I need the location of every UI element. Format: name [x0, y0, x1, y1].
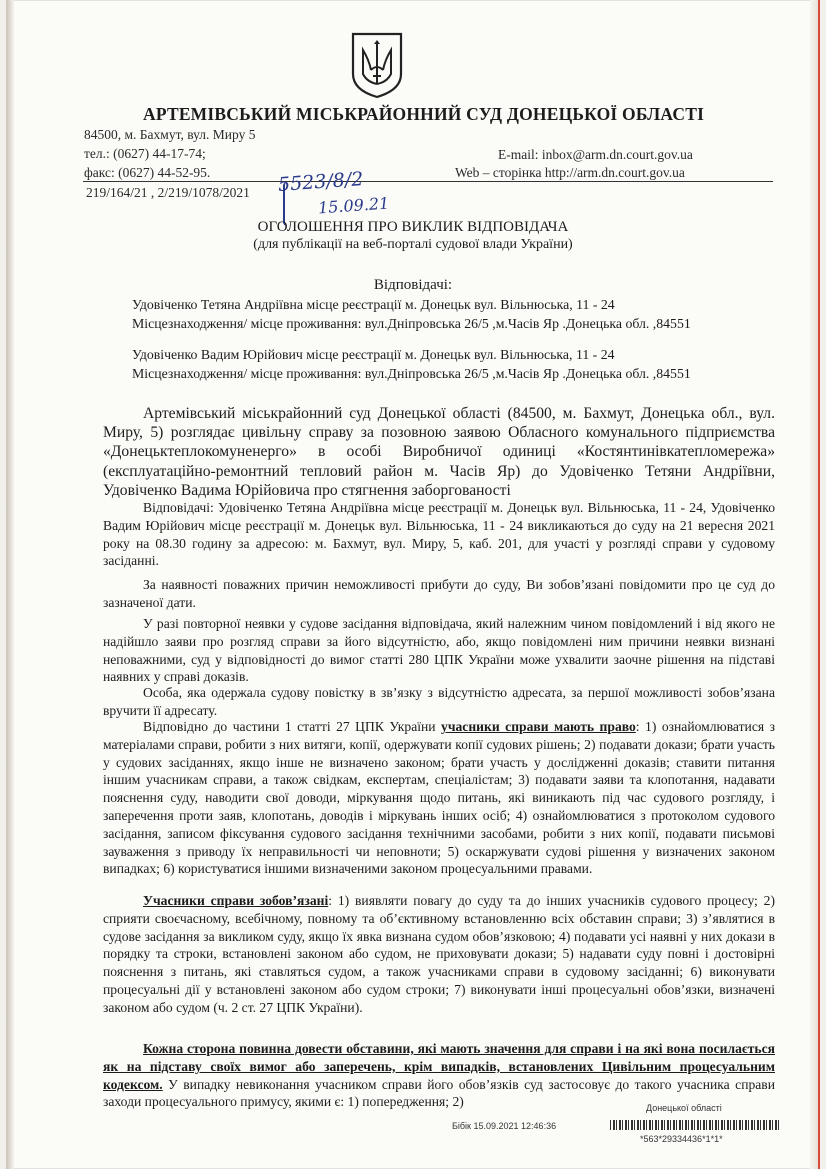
paragraph-burden-of-proof — [103, 1040, 775, 1111]
duties-text: : 1) виявляти повагу до суду та до інших учасників судового процесу; 2) сприяти своєчасному, всебічному, повному та об’єктивному встановленню всіх обставин справи; 3) з’являтися в судове засідання за викликом суду, якщо їх явка визнана судом обов’язковою; 4) подавати усі наявні у них докази в порядку та строки, встановлені законом або судом, не приховувати докази; 5) надавати суду повні і достовірні пояснення з питань, які ставляться судом, а також учасниками справи в судовому засіданні; 6) виконувати процесуальні дії у встановлені законом або судом строки; 7) виконувати інші процесуальні обов’язки, визначені законом або судом (ч. 2 ст. 27 ЦПК України). — [103, 893, 775, 1015]
paragraph-participant-duties — [103, 892, 775, 1017]
respondent-1-registration: Удовіченко Тетяна Андріївна місце реєстрації м. Донецьк вул. Вільнюська, 11 - 24 — [132, 297, 615, 312]
handwritten-registration-number: 5523/8/2 — [277, 168, 365, 196]
duties-heading: Учасники справи зобов’язані — [143, 893, 329, 908]
summons-text: Відповідачі: Удовіченко Тетяна Андріївна місце реєстрації м. Донецьк вул. Вільнюська, 11 - 24, Удовіченко Вадим Юрійович місце реєстрації м. Донецьк вул. Вільнюська, 11 - 24 викликаються до суду на 21 вересня 2021 року на 08.30 годину за адресою: м. Бахмут, вул. Миру, 5, каб. 201, для участі у розгляді справи у судовому засіданні. — [103, 500, 775, 569]
notify-court-text: За наявності поважних причин неможливості прибути до суду, Ви зобов’язані повідомити про це суд до зазначеної дати. — [103, 577, 775, 610]
absence-text: У разі повторної неявки у судове засідання відповідача, який належним чином повідомлений і від якого не надійшло заяви про розгляд справи за його відсутністю, або, якщо повідомлені ним причини неявки визнані неповажними, суд у відповідності до вимог статті 280 ЦПК України може ухвалити заочне рішення на підставі наявних у справі доказів. — [103, 616, 775, 685]
respondent-1-residence: Місцезнаходження/ місце проживання: вул.Дніпровська 26/5 ,м.Часів Яр .Донецька обл. ,84551 — [132, 316, 691, 331]
case-numbers: 219/164/21 , 2/219/1078/2021 — [86, 185, 250, 200]
burden-of-proof-text: У випадку невиконання учасником справи його обов’язків суд застосовує до такого учасника справи заходи процесуального примусу, якими є: 1) попередження; 2) — [103, 1076, 775, 1110]
rights-text: : 1) ознайомлюватися з матеріалами справи, робити з них витяги, копії, одержувати копії судових рішень; 2) подавати докази; брати участь у судових засіданнях, якщо інше не визначено законом; брати участь у дослідженні доказів; ставити питання іншим учасникам справи, а також свідкам, експертам, спеціалістам; 3) подавати заяви та клопотання, надавати пояснення суду, наводити свої доводи, міркування щодо питань, які виникають під час судового розгляду, і заперечення проти заяв, клопотань, доводів і міркувань інших осіб; 4) ознайомлюватися з протоколом судового засідання, записом фіксування судового засідання технічними засобами, робити з них копії, подавати письмові зауваження з приводу їх неправильності чи неповноти; 5) оскаржувати судові рішення у визначених законом випадках; 6) користуватися іншими визначеними законом процесуальними правами. — [103, 719, 775, 877]
respondent-2-registration: Удовіченко Вадим Юрійович місце реєстрації м. Донецьк вул. Вільнюська, 11 - 24 — [132, 347, 615, 362]
rights-intro: Відповідно до частини 1 статті 27 ЦПК України — [143, 719, 442, 734]
summons-delivery-text: Особа, яка одержала судову повістку в зв’язку з відсутністю адресата, за першої можливості зобов’язана вручити її адресату. — [103, 685, 775, 718]
barcode-text: *563*29334436*1*1* — [640, 1134, 723, 1144]
stamp-organization: Донецької області — [646, 1103, 722, 1113]
rights-heading: учасники справи мають право — [441, 719, 636, 734]
page-edge-right — [810, 0, 820, 1169]
respondents-heading: Відповідачі: — [373, 277, 453, 293]
barcode-image — [610, 1120, 780, 1130]
paragraph-summons-delivery — [103, 684, 775, 720]
header-divider — [83, 181, 773, 182]
paragraph-absence — [103, 615, 775, 686]
handwritten-date: 15.09.21 — [317, 193, 390, 218]
court-fax: факс: (0627) 44-52-95. — [84, 165, 211, 180]
respondent-2-residence: Місцезнаходження/ місце проживання: вул.Дніпровська 26/5 ,м.Часів Яр .Донецька обл. ,84551 — [132, 366, 691, 381]
court-website: Web – сторінка http://arm.dn.court.gov.ua — [455, 165, 685, 180]
case-description-text: Артемівський міськрайонний суд Донецької області (84500, м. Бахмут, Донецька обл., вул. Миру, 5) розглядає цивільну справу за позовною заявою Обласного комунального підприємства «Донецьктеплокомуненерго» в особі Виробничої одиниці «Костянтинівкатепломережа» (експлуатаційно-ремонтний тепловий район м. Часів Яр) до Удовіченко Тетяни Андріївни, Удовіченко Вадима Юрійовича про стягнення заборгованості — [103, 405, 775, 499]
paragraph-notify-court — [103, 576, 775, 612]
stamp-signature: Бібік 15.09.2021 12:46:36 — [452, 1121, 557, 1131]
paragraph-summons — [103, 499, 775, 570]
paragraph-case-description — [103, 404, 775, 500]
paragraph-participant-rights — [103, 718, 775, 878]
court-name: АРТЕМІВСЬКИЙ МІСЬКРАЙОННИЙ СУД ДОНЕЦЬКОЇ ОБЛАСТІ — [143, 104, 705, 124]
court-address: 84500, м. Бахмут, вул. Миру 5 — [84, 127, 256, 142]
court-phone: тел.: (0627) 44-17-74; — [84, 146, 206, 161]
page-shadow-left — [6, 0, 14, 1169]
court-email: E-mail: inbox@arm.dn.court.gov.ua — [498, 147, 693, 162]
burden-of-proof-heading: Кожна сторона повинна довести обставини, які мають значення для справи і на які вона посилається як на підставу своїх вимог або заперечень, крім випадків, встановлених Цивільним процесуальним кодексом. — [103, 1041, 775, 1092]
notice-title: ОГОЛОШЕННЯ ПРО ВИКЛИК ВІДПОВІДАЧА — [257, 219, 569, 235]
coat-of-arms-icon — [349, 30, 405, 100]
notice-subtitle: (для публікації на веб-порталі судової влади України) — [253, 237, 573, 252]
